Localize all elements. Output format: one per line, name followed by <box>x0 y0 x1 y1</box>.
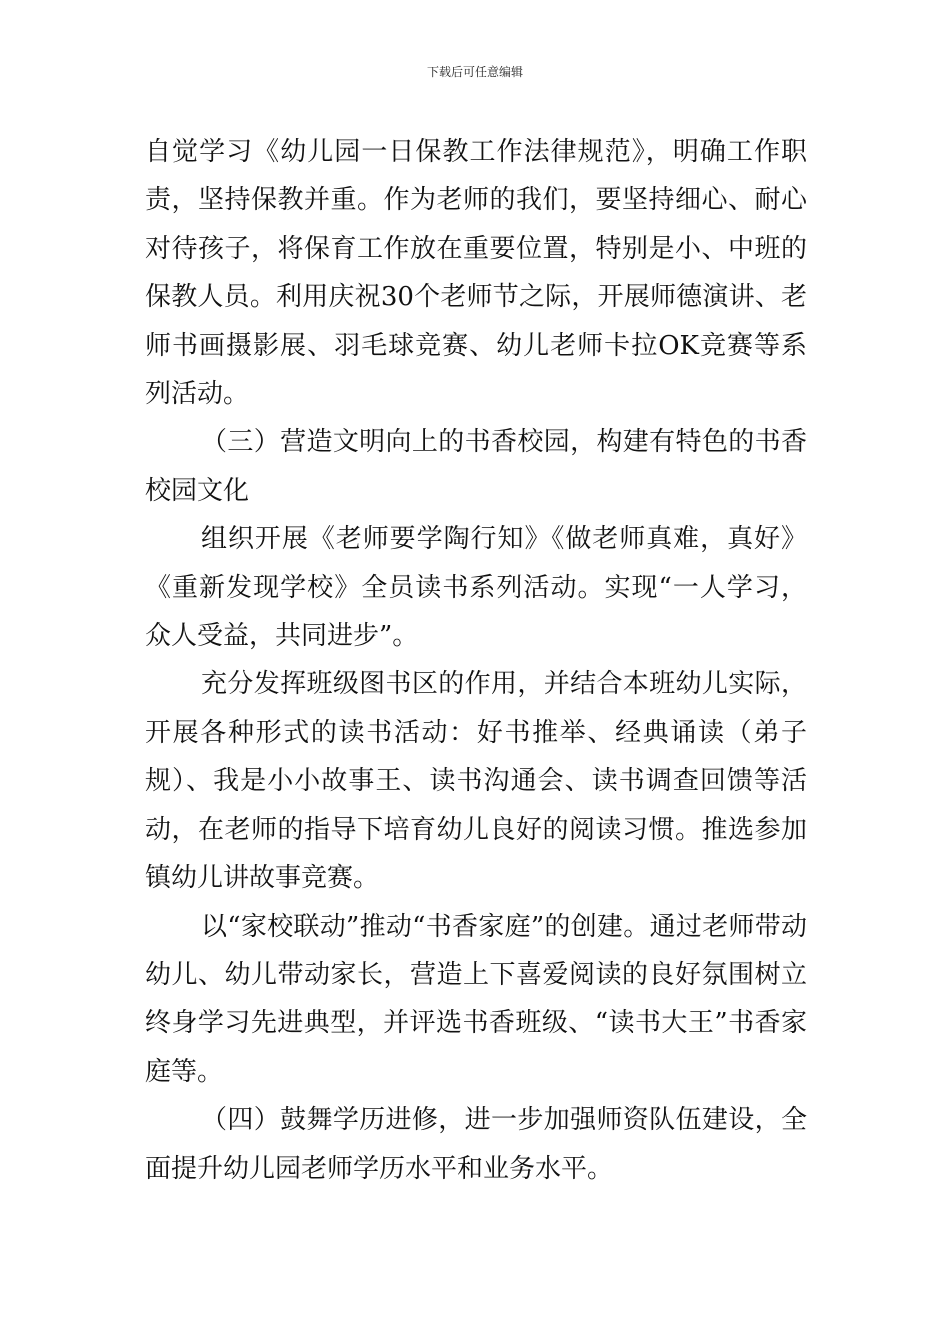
section-heading-four: （四）鼓舞学历进修，进一步加强师资队伍建设，全面提升幼儿园老师学历水平和业务水平。 <box>145 1105 807 1184</box>
paragraph-home-school: 以“家校联动”推动“书香家庭”的创建。通过老师带动幼儿、幼儿带动家长，营造上下喜爱阅读的良好氛围树立终身学习先进典型，并评选书香班级、“读书大王”书香家庭等。 <box>145 911 807 1087</box>
document-body <box>145 128 807 1193</box>
paragraph-class-library: 充分发挥班级图书区的作用，并结合本班幼儿实际，开展各种形式的读书活动：好书推举、经典诵读（弟子规）、我是小小故事王、读书沟通会、读书调查回馈等活动，在老师的指导下培育幼儿良好的阅读习惯。推选参加镇幼儿讲故事竞赛。 <box>145 669 807 894</box>
paragraph-reading-activities: 组织开展《老师要学陶行知》《做老师真难，真好》《重新发现学校》全员读书系列活动。实现“一人学习，众人受益，共同进步”。 <box>145 524 807 652</box>
page-header <box>0 64 950 80</box>
section-heading-three: （三）营造文明向上的书香校园，构建有特色的书香校园文化 <box>145 427 807 506</box>
paragraph-continued: 自觉学习《幼儿园一日保教工作法律规范》，明确工作职责，坚持保教并重。作为老师的我们，要坚持细心、耐心对待孩子，将保育工作放在重要位置，特别是小、中班的保教人员。利用庆祝30个老师节之际，开展师德演讲、老师书画摄影展、羽毛球竞赛、幼儿老师卡拉OK竞赛等系列活动。 <box>145 137 807 410</box>
header-note: 下载后可任意编辑 <box>426 65 523 79</box>
